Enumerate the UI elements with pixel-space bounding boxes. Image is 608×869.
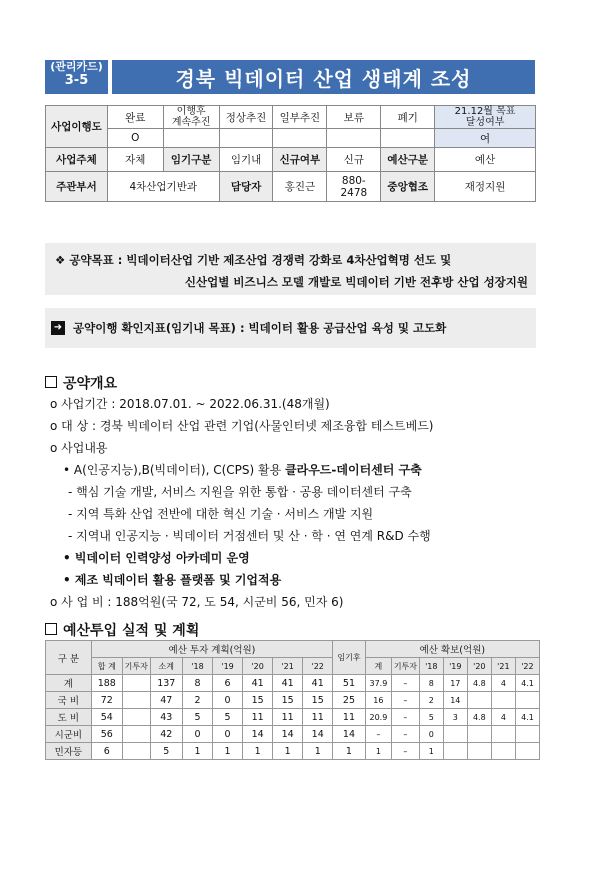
page-title: 경북 빅데이터 산업 생태계 조성: [112, 60, 535, 94]
table-cell: 0: [213, 726, 243, 743]
table-cell: [122, 692, 150, 709]
card-number: 3-5: [64, 73, 89, 88]
value-executor: 자체: [107, 148, 163, 172]
table-cell: 17: [443, 675, 467, 692]
col-plan-4: '19: [213, 658, 243, 675]
table-cell: 56: [91, 726, 122, 743]
table-cell: 11: [273, 709, 303, 726]
table-cell: [443, 743, 467, 760]
table-cell: 2: [419, 692, 443, 709]
table-cell: 14: [303, 726, 333, 743]
table-cell: 1: [183, 743, 213, 760]
table-cell: 47: [150, 692, 182, 709]
value-budget-type: 예산: [435, 148, 536, 172]
table-cell: 4.8: [467, 709, 491, 726]
card-label-box: [45, 60, 108, 94]
col-secured-6: '22: [515, 658, 539, 675]
overview-bullet-3: • 제조 빅데이터 활용 플랫폼 및 기업적용: [63, 573, 282, 587]
table-cell: [122, 709, 150, 726]
table-cell: 25: [333, 692, 365, 709]
table-row: [46, 692, 540, 709]
col-secured-0: 계: [365, 658, 391, 675]
table-cell: 4: [491, 709, 515, 726]
table-cell: 72: [91, 692, 122, 709]
table-cell: 1: [243, 743, 273, 760]
col-plan-7: '22: [303, 658, 333, 675]
table-cell: 14: [243, 726, 273, 743]
table-row: [46, 726, 540, 743]
col-plan-group: 예산 투자 계획(억원): [91, 641, 333, 658]
col-plan-5: '20: [243, 658, 273, 675]
table-cell: 4: [491, 675, 515, 692]
table-cell: 20.9: [365, 709, 391, 726]
status-val: [381, 129, 435, 148]
table-cell: 41: [273, 675, 303, 692]
table-cell: 14: [443, 692, 467, 709]
row-label: 시군비: [46, 726, 92, 743]
table-cell: [467, 692, 491, 709]
table-cell: 14: [273, 726, 303, 743]
label-executor: 사업주체: [46, 148, 108, 172]
bullet-1-bold: 클라우드-데이터센터 구축: [285, 463, 422, 477]
label-central: 중앙협조: [381, 172, 435, 202]
table-row: [46, 743, 540, 760]
table-cell: 1: [273, 743, 303, 760]
table-cell: 1: [419, 743, 443, 760]
table-cell: [515, 692, 539, 709]
status-col: 정상추진: [219, 106, 273, 129]
table-cell: 16: [365, 692, 391, 709]
table-cell: 37.9: [365, 675, 391, 692]
table-cell: 8: [419, 675, 443, 692]
table-cell: 3: [443, 709, 467, 726]
table-cell: 6: [213, 675, 243, 692]
value-manager: 홍진근: [273, 172, 327, 202]
table-cell: 2: [183, 692, 213, 709]
indicator-box: [45, 308, 536, 348]
bullet-1-text: • A(인공지능),B(빅데이터), C(CPS) 활용: [63, 463, 286, 477]
overview-detail-3: - 지역내 인공지능 · 빅데이터 거점센터 및 산 · 학 · 연 연계 R&D 수행: [68, 529, 431, 543]
overview-period: o 사업기간 : 2018.07.01. ~ 2022.06.31.(48개월): [50, 397, 330, 411]
row-label: 민자등: [46, 743, 92, 760]
budget-heading: [45, 620, 199, 640]
table-cell: [467, 743, 491, 760]
col-secured-1: 기투자: [392, 658, 420, 675]
table-cell: 5: [213, 709, 243, 726]
table-cell: –: [392, 709, 420, 726]
checkbox-square-icon: [45, 623, 57, 635]
goal-box: [45, 243, 536, 295]
arrow-right-icon: ➜: [51, 321, 65, 335]
table-cell: 1: [365, 743, 391, 760]
table-cell: –: [392, 743, 420, 760]
status-label: 사업이행도: [46, 106, 108, 148]
status-val-target: 여: [435, 129, 536, 148]
table-cell: 15: [273, 692, 303, 709]
table-cell: 54: [91, 709, 122, 726]
value-central: 재정지원: [435, 172, 536, 202]
status-val: O: [107, 129, 163, 148]
col-secured-2: '18: [419, 658, 443, 675]
table-cell: 4.1: [515, 675, 539, 692]
status-val: [327, 129, 381, 148]
row-label: 도 비: [46, 709, 92, 726]
col-secured-3: '19: [443, 658, 467, 675]
card-label: (관리카드): [50, 60, 103, 73]
status-val: [219, 129, 273, 148]
table-cell: –: [392, 726, 420, 743]
table-cell: 6: [91, 743, 122, 760]
table-cell: –: [365, 726, 391, 743]
checkbox-square-icon: [45, 376, 57, 388]
status-col: 보류: [327, 106, 381, 129]
table-cell: 137: [150, 675, 182, 692]
overview-detail-1: - 핵심 기술 개발, 서비스 지원을 위한 통합 · 공용 데이터센터 구축: [68, 485, 412, 499]
table-cell: –: [392, 675, 420, 692]
budget-title: 예산투입 실적 및 계획: [63, 623, 200, 639]
table-cell: 14: [333, 726, 365, 743]
col-secured-5: '21: [491, 658, 515, 675]
status-col: 완료: [107, 106, 163, 129]
col-plan-3: '18: [183, 658, 213, 675]
table-cell: [122, 743, 150, 760]
table-cell: 188: [91, 675, 122, 692]
overview-target: o 대 상 : 경북 빅데이터 산업 관련 기업(사물인터넷 제조융합 테스트베드): [50, 419, 434, 433]
table-cell: [491, 726, 515, 743]
indicator-text: 공약이행 확인지표(임기내 목표) : 빅데이터 활용 공급산업 육성 및 고도화: [73, 321, 447, 335]
table-cell: 11: [333, 709, 365, 726]
table-row: [46, 675, 540, 692]
table-cell: 11: [303, 709, 333, 726]
status-col: 폐기: [381, 106, 435, 129]
value-new: 신규: [327, 148, 381, 172]
table-cell: 1: [303, 743, 333, 760]
overview-content: o 사업내용: [50, 441, 108, 455]
value-department: 4차산업기반과: [107, 172, 219, 202]
table-cell: [122, 675, 150, 692]
table-cell: 15: [243, 692, 273, 709]
status-val: [273, 129, 327, 148]
project-info-table: [45, 105, 536, 202]
overview-bullet-2: • 빅데이터 인력양성 아카데미 운영: [63, 551, 250, 565]
status-val: [163, 129, 219, 148]
table-cell: 5: [419, 709, 443, 726]
table-cell: 11: [243, 709, 273, 726]
col-secured-group: 예산 확보(억원): [365, 641, 539, 658]
col-plan-6: '21: [273, 658, 303, 675]
table-cell: 15: [303, 692, 333, 709]
table-cell: [515, 743, 539, 760]
col-plan-2: 소계: [150, 658, 182, 675]
table-cell: 4.1: [515, 709, 539, 726]
label-department: 주관부서: [46, 172, 108, 202]
table-cell: 5: [150, 743, 182, 760]
table-cell: 5: [183, 709, 213, 726]
col-plan-0: 합 계: [91, 658, 122, 675]
table-cell: 1: [333, 743, 365, 760]
value-term: 임기내: [219, 148, 273, 172]
table-cell: [443, 726, 467, 743]
overview-title: 공약개요: [63, 376, 118, 392]
status-col: 일부추진: [273, 106, 327, 129]
table-cell: 8: [183, 675, 213, 692]
table-cell: 4.8: [467, 675, 491, 692]
col-secured-4: '20: [467, 658, 491, 675]
label-manager: 담당자: [219, 172, 273, 202]
value-phone: 880-2478: [327, 172, 381, 202]
overview-bullet-1: [63, 461, 422, 478]
overview-detail-2: - 지역 특화 산업 전반에 대한 혁신 기술 · 서비스 개발 지원: [68, 507, 374, 521]
table-cell: 41: [243, 675, 273, 692]
table-cell: 0: [419, 726, 443, 743]
col-after: 임기후: [333, 641, 365, 675]
table-cell: 0: [213, 692, 243, 709]
status-col-target: 21.12월 목표 달성여부: [435, 106, 536, 129]
label-budget-type: 예산구분: [381, 148, 435, 172]
table-cell: –: [392, 692, 420, 709]
row-label: 국 비: [46, 692, 92, 709]
overview-cost: o 사 업 비 : 188억원(국 72, 도 54, 시군비 56, 민자 6): [50, 595, 344, 609]
table-cell: 0: [183, 726, 213, 743]
table-cell: 1: [213, 743, 243, 760]
table-row: [46, 709, 540, 726]
table-cell: 41: [303, 675, 333, 692]
overview-heading: [45, 373, 117, 393]
status-col: 이행후 계속추진: [163, 106, 219, 129]
budget-table: [45, 640, 540, 760]
goal-line-1: ❖ 공약목표 : 빅데이터산업 기반 제조산업 경쟁력 강화로 4차산업혁명 선도 및: [55, 253, 452, 267]
table-cell: [467, 726, 491, 743]
col-gubun: 구 분: [46, 641, 92, 675]
table-cell: 51: [333, 675, 365, 692]
table-cell: 43: [150, 709, 182, 726]
label-term: 임기구분: [163, 148, 219, 172]
label-new: 신규여부: [273, 148, 327, 172]
table-cell: 42: [150, 726, 182, 743]
row-label: 계: [46, 675, 92, 692]
table-cell: [515, 726, 539, 743]
goal-line-2: 신산업별 비즈니스 모델 개발로 빅데이터 기반 전후방 산업 성장지원: [184, 275, 528, 289]
table-cell: [491, 743, 515, 760]
col-plan-1: 기투자: [122, 658, 150, 675]
table-cell: [491, 692, 515, 709]
table-cell: [122, 726, 150, 743]
